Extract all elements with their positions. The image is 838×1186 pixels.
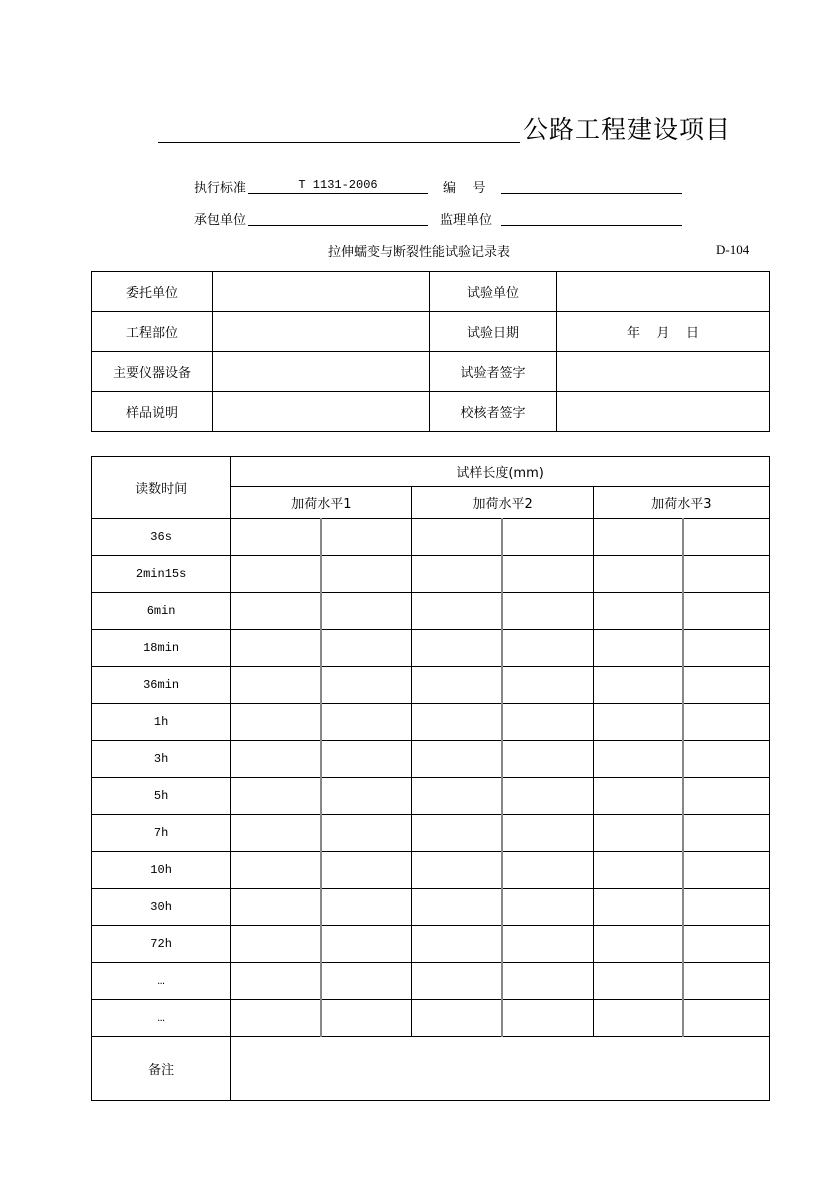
level-header: 加荷水平1 bbox=[231, 487, 412, 519]
table-row bbox=[92, 889, 770, 926]
reading-cell[interactable] bbox=[593, 926, 683, 963]
reading-cell[interactable] bbox=[412, 1000, 502, 1037]
reading-cell[interactable] bbox=[412, 926, 502, 963]
data-table bbox=[91, 456, 770, 1101]
table-row bbox=[92, 556, 770, 593]
reading-cell[interactable] bbox=[321, 926, 412, 963]
reading-cell[interactable] bbox=[231, 889, 321, 926]
reading-cell[interactable] bbox=[593, 815, 683, 852]
reading-cell[interactable] bbox=[502, 704, 593, 741]
reading-cell[interactable] bbox=[683, 778, 769, 815]
reading-cell[interactable] bbox=[593, 1000, 683, 1037]
reading-cell[interactable] bbox=[683, 704, 769, 741]
info-value-cell[interactable] bbox=[213, 392, 430, 432]
reading-cell[interactable] bbox=[412, 778, 502, 815]
table-row bbox=[92, 963, 770, 1000]
table-row bbox=[92, 630, 770, 667]
table-row bbox=[92, 741, 770, 778]
reading-cell[interactable] bbox=[321, 889, 412, 926]
table-row bbox=[92, 519, 770, 556]
length-header: 试样长度(mm) bbox=[231, 457, 770, 487]
time-cell: 18min bbox=[92, 630, 231, 667]
table-row bbox=[92, 704, 770, 741]
info-label: 试验日期 bbox=[430, 312, 557, 352]
reading-cell[interactable] bbox=[321, 704, 412, 741]
supervisor-label: 监理单位 bbox=[440, 213, 493, 228]
reading-cell[interactable] bbox=[593, 630, 683, 667]
reading-cell[interactable] bbox=[502, 667, 593, 704]
reading-cell[interactable] bbox=[593, 667, 683, 704]
info-row bbox=[92, 312, 770, 352]
reading-cell[interactable] bbox=[321, 519, 412, 556]
reading-cell[interactable] bbox=[502, 519, 593, 556]
reading-cell[interactable] bbox=[321, 593, 412, 630]
reading-cell[interactable] bbox=[231, 667, 321, 704]
reading-cell[interactable] bbox=[683, 741, 769, 778]
reading-cell[interactable] bbox=[683, 667, 769, 704]
reading-cell[interactable] bbox=[231, 630, 321, 667]
reading-cell[interactable] bbox=[502, 778, 593, 815]
reading-cell[interactable] bbox=[502, 926, 593, 963]
reading-cell[interactable] bbox=[593, 778, 683, 815]
table-row bbox=[92, 1000, 770, 1037]
info-label: 试验单位 bbox=[430, 272, 557, 312]
time-cell: 10h bbox=[92, 852, 231, 889]
reading-cell[interactable] bbox=[593, 963, 683, 1000]
reading-cell[interactable] bbox=[321, 963, 412, 1000]
reading-cell[interactable] bbox=[412, 704, 502, 741]
reading-cell[interactable] bbox=[683, 593, 769, 630]
info-label: 工程部位 bbox=[92, 312, 213, 352]
reading-cell[interactable] bbox=[502, 630, 593, 667]
info-value-cell[interactable] bbox=[557, 272, 770, 312]
time-cell: 36s bbox=[92, 519, 231, 556]
info-label: 试验者签字 bbox=[430, 352, 557, 392]
reading-cell[interactable] bbox=[231, 778, 321, 815]
project-name-blank[interactable] bbox=[158, 142, 520, 143]
reading-cell[interactable] bbox=[593, 593, 683, 630]
reading-cell[interactable] bbox=[502, 1000, 593, 1037]
standard-label: 执行标准 bbox=[194, 181, 247, 196]
info-label: 校核者签字 bbox=[430, 392, 557, 432]
remarks-label: 备注 bbox=[92, 1037, 231, 1101]
reading-cell[interactable] bbox=[412, 556, 502, 593]
reading-cell[interactable] bbox=[502, 556, 593, 593]
info-value-cell[interactable] bbox=[213, 272, 430, 312]
reading-cell[interactable] bbox=[593, 852, 683, 889]
time-cell: 6min bbox=[92, 593, 231, 630]
reading-cell[interactable] bbox=[321, 852, 412, 889]
reading-cell[interactable] bbox=[593, 889, 683, 926]
info-label: 样品说明 bbox=[92, 392, 213, 432]
time-cell: 1h bbox=[92, 704, 231, 741]
table-row bbox=[92, 667, 770, 704]
info-label: 主要仪器设备 bbox=[92, 352, 213, 392]
info-value-cell[interactable] bbox=[213, 312, 430, 352]
info-row bbox=[92, 272, 770, 312]
reading-cell[interactable] bbox=[412, 889, 502, 926]
reading-cell[interactable] bbox=[231, 815, 321, 852]
level-header: 加荷水平3 bbox=[593, 487, 769, 519]
time-header: 读数时间 bbox=[92, 457, 231, 519]
info-row bbox=[92, 392, 770, 432]
reading-cell[interactable] bbox=[502, 593, 593, 630]
reading-cell[interactable] bbox=[683, 889, 769, 926]
info-row bbox=[92, 352, 770, 392]
time-cell: 7h bbox=[92, 815, 231, 852]
time-cell: 3h bbox=[92, 741, 231, 778]
reading-cell[interactable] bbox=[683, 926, 769, 963]
reading-cell[interactable] bbox=[231, 704, 321, 741]
table-row bbox=[92, 815, 770, 852]
reading-cell[interactable] bbox=[412, 963, 502, 1000]
contractor-field[interactable] bbox=[248, 209, 428, 226]
table-row bbox=[92, 852, 770, 889]
reading-cell[interactable] bbox=[683, 630, 769, 667]
reading-cell[interactable] bbox=[683, 519, 769, 556]
reading-cell[interactable] bbox=[321, 556, 412, 593]
reading-cell[interactable] bbox=[412, 667, 502, 704]
reading-cell[interactable] bbox=[412, 815, 502, 852]
reading-cell[interactable] bbox=[321, 741, 412, 778]
number-field[interactable] bbox=[501, 177, 682, 194]
reading-cell[interactable] bbox=[683, 556, 769, 593]
reading-cell[interactable] bbox=[321, 778, 412, 815]
reading-cell[interactable] bbox=[412, 741, 502, 778]
reading-cell[interactable] bbox=[231, 926, 321, 963]
reading-cell[interactable] bbox=[412, 593, 502, 630]
reading-cell[interactable] bbox=[502, 741, 593, 778]
time-cell: 36min bbox=[92, 667, 231, 704]
reading-cell[interactable] bbox=[231, 1000, 321, 1037]
reading-cell[interactable] bbox=[502, 889, 593, 926]
reading-cell[interactable] bbox=[412, 519, 502, 556]
standard-field[interactable]: T 1131-2006 bbox=[248, 177, 428, 194]
reading-cell[interactable] bbox=[683, 852, 769, 889]
reading-cell[interactable] bbox=[231, 963, 321, 1000]
time-cell: … bbox=[92, 1000, 231, 1037]
form-title: 拉伸蠕变与断裂性能试验记录表 bbox=[327, 245, 510, 260]
reading-cell[interactable] bbox=[231, 556, 321, 593]
reading-cell[interactable] bbox=[412, 852, 502, 889]
info-value-cell[interactable] bbox=[557, 352, 770, 392]
table-row bbox=[92, 926, 770, 963]
reading-cell[interactable] bbox=[502, 852, 593, 889]
info-label: 委托单位 bbox=[92, 272, 213, 312]
contractor-label: 承包单位 bbox=[194, 213, 247, 228]
reading-cell[interactable] bbox=[593, 741, 683, 778]
table-row bbox=[92, 593, 770, 630]
time-cell: 30h bbox=[92, 889, 231, 926]
info-table bbox=[91, 271, 770, 432]
reading-cell[interactable] bbox=[502, 815, 593, 852]
reading-cell[interactable] bbox=[231, 519, 321, 556]
reading-cell[interactable] bbox=[412, 630, 502, 667]
reading-cell[interactable] bbox=[321, 667, 412, 704]
supervisor-field[interactable] bbox=[501, 209, 682, 226]
form-code: D-104 bbox=[716, 242, 750, 257]
reading-cell[interactable] bbox=[593, 704, 683, 741]
table-row bbox=[92, 778, 770, 815]
info-value-cell[interactable]: 年 月 日 bbox=[557, 312, 770, 352]
number-label: 编 号 bbox=[443, 181, 486, 196]
reading-cell[interactable] bbox=[231, 741, 321, 778]
reading-cell[interactable] bbox=[683, 1000, 769, 1037]
info-value-cell[interactable] bbox=[213, 352, 430, 392]
reading-cell[interactable] bbox=[683, 963, 769, 1000]
reading-cell[interactable] bbox=[231, 593, 321, 630]
info-value-cell[interactable] bbox=[557, 392, 770, 432]
reading-cell[interactable] bbox=[502, 963, 593, 1000]
reading-cell[interactable] bbox=[231, 852, 321, 889]
reading-cell[interactable] bbox=[321, 630, 412, 667]
time-cell: 5h bbox=[92, 778, 231, 815]
reading-cell[interactable] bbox=[321, 1000, 412, 1037]
remarks-row bbox=[92, 1037, 770, 1101]
page-title: 公路工程建设项目 bbox=[523, 115, 732, 144]
reading-cell[interactable] bbox=[593, 519, 683, 556]
time-cell: … bbox=[92, 963, 231, 1000]
remarks-cell[interactable] bbox=[231, 1037, 770, 1101]
reading-cell[interactable] bbox=[321, 815, 412, 852]
reading-cell[interactable] bbox=[683, 815, 769, 852]
level-header: 加荷水平2 bbox=[412, 487, 593, 519]
reading-cell[interactable] bbox=[593, 556, 683, 593]
time-cell: 2min15s bbox=[92, 556, 231, 593]
time-cell: 72h bbox=[92, 926, 231, 963]
